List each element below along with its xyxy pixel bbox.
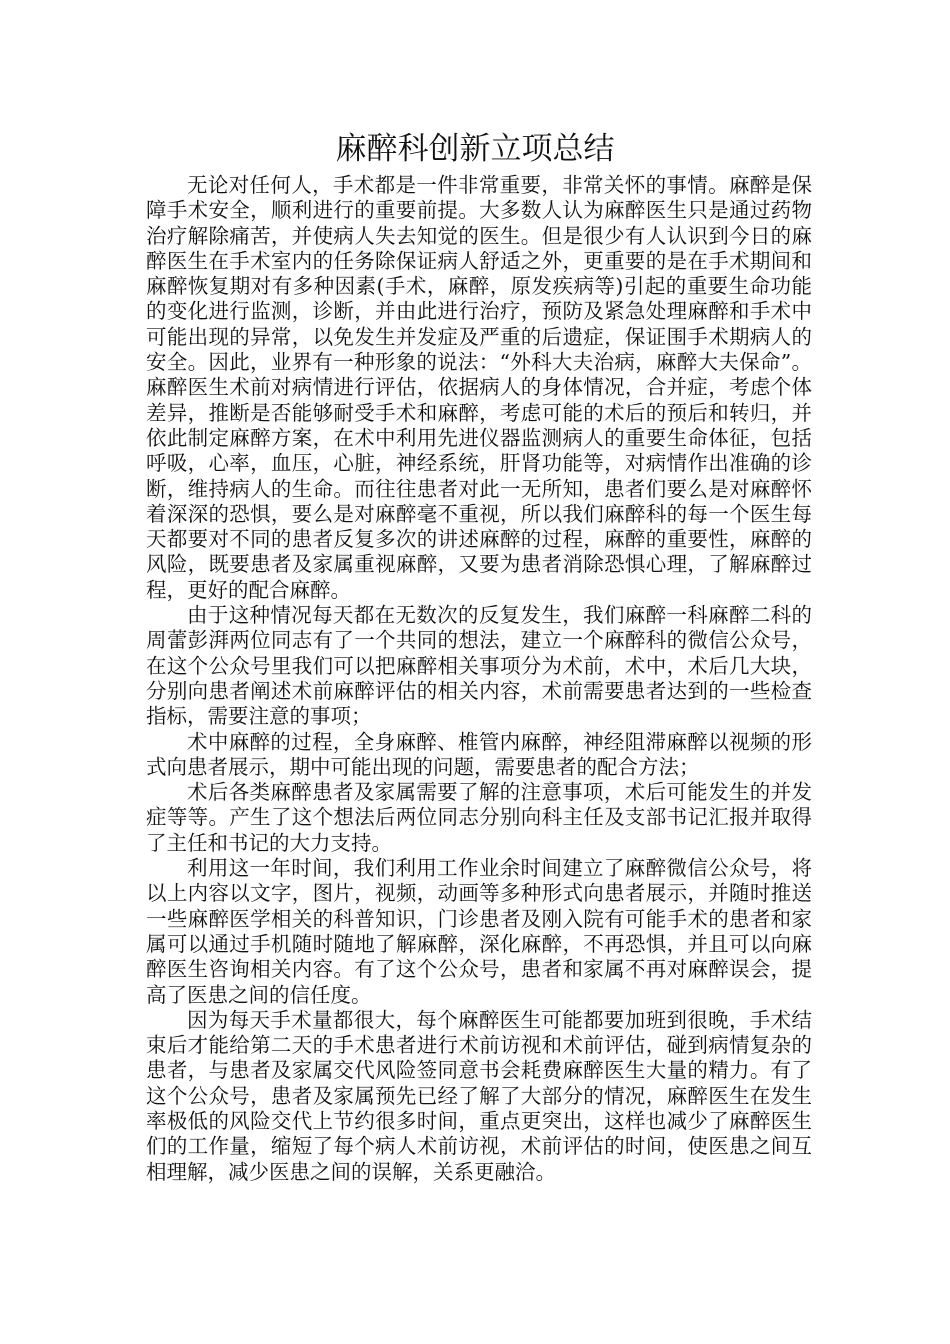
paragraph-6: 因为每天手术量都很大，每个麻醉医生可能都要加班到很晚，手术结束后才能给第二天的手术患者进行术前访视和术前评估，碰到病情复杂的患者，与患者及家属交代风险签同意书会耗费麻醉医生大量的精力。有了这个公众号，患者及家属预先已经了解了大部分的情况，麻醉医生在发生率极低的风险交代上节约很多时间，重点更突出，这样也减少了麻醉医生们的工作量，缩短了每个病人术前访视，术前评估的时间，使医患之间互相理解，减少医患之间的误解，关系更融洽。 bbox=[146, 1007, 812, 1184]
document-title: 麻醉科创新立项总结 bbox=[335, 131, 615, 167]
paragraph-3: 术中麻醉的过程，全身麻醉、椎管内麻醉，神经阻滞麻醉以视频的形式向患者展示，期中可能出现的问题，需要患者的配合方法； bbox=[146, 729, 812, 779]
paragraph-5: 利用这一年时间，我们利用工作业余时间建立了麻醉微信公众号，将以上内容以文字，图片，视频，动画等多种形式向患者展示，并随时推送一些麻醉医学相关的科普知识，门诊患者及刚入院有可能手术的患者和家属可以通过手机随时随地了解麻醉，深化麻醉，不再恐惧，并且可以向麻醉医生咨询相关内容。有了这个公众号，患者和家属不再对麻醉误会，提高了医患之间的信任度。 bbox=[146, 856, 812, 1007]
document-body bbox=[146, 173, 812, 1185]
paragraph-4: 术后各类麻醉患者及家属需要了解的注意事项，术后可能发生的并发症等等。产生了这个想法后两位同志分别向科主任及支部书记汇报并取得了主任和书记的大力支持。 bbox=[146, 780, 812, 855]
paragraph-2: 由于这种情况每天都在无数次的反复发生，我们麻醉一科麻醉二科的周蕾彭湃两位同志有了一个共同的想法，建立一个麻醉科的微信公众号，在这个公众号里我们可以把麻醉相关事项分为术前，术中，术后几大块，分别向患者阐述术前麻醉评估的相关内容，术前需要患者达到的一些检查指标，需要注意的事项； bbox=[146, 603, 812, 729]
paragraph-1: 无论对任何人，手术都是一件非常重要，非常关怀的事情。麻醉是保障手术安全，顺利进行的重要前提。大多数人认为麻醉医生只是通过药物治疗解除痛苦，并使病人失去知觉的医生。但是很少有人认识到今日的麻醉医生在手术室内的任务除保证病人舒适之外，更重要的是在手术期间和麻醉恢复期对有多种因素(手术，麻醉，原发疾病等)引起的重要生命功能的变化进行监测，诊断，并由此进行治疗，预防及紧急处理麻醉和手术中可能出现的异常，以免发生并发症及严重的后遗症，保证围手术期病人的安全。因此，业界有一种形象的说法：“外科大夫治病，麻醉大夫保命”。麻醉医生术前对病情进行评估，依据病人的身体情况，合并症，考虑个体差异，推断是否能够耐受手术和麻醉，考虑可能的术后的预后和转归，并依此制定麻醉方案，在术中利用先进仪器监测病人的重要生命体征，包括呼吸，心率，血压，心脏，神经系统，肝肾功能等，对病情作出准确的诊断，维持病人的生命。而往往患者对此一无所知，患者们要么是对麻醉怀着深深的恐惧，要么是对麻醉毫不重视，所以我们麻醉科的每一个医生每天都要对不同的患者反复多次的讲述麻醉的过程，麻醉的重要性，麻醉的风险，既要患者及家属重视麻醉，又要为患者消除恐惧心理，了解麻醉过程，更好的配合麻醉。 bbox=[146, 173, 812, 602]
